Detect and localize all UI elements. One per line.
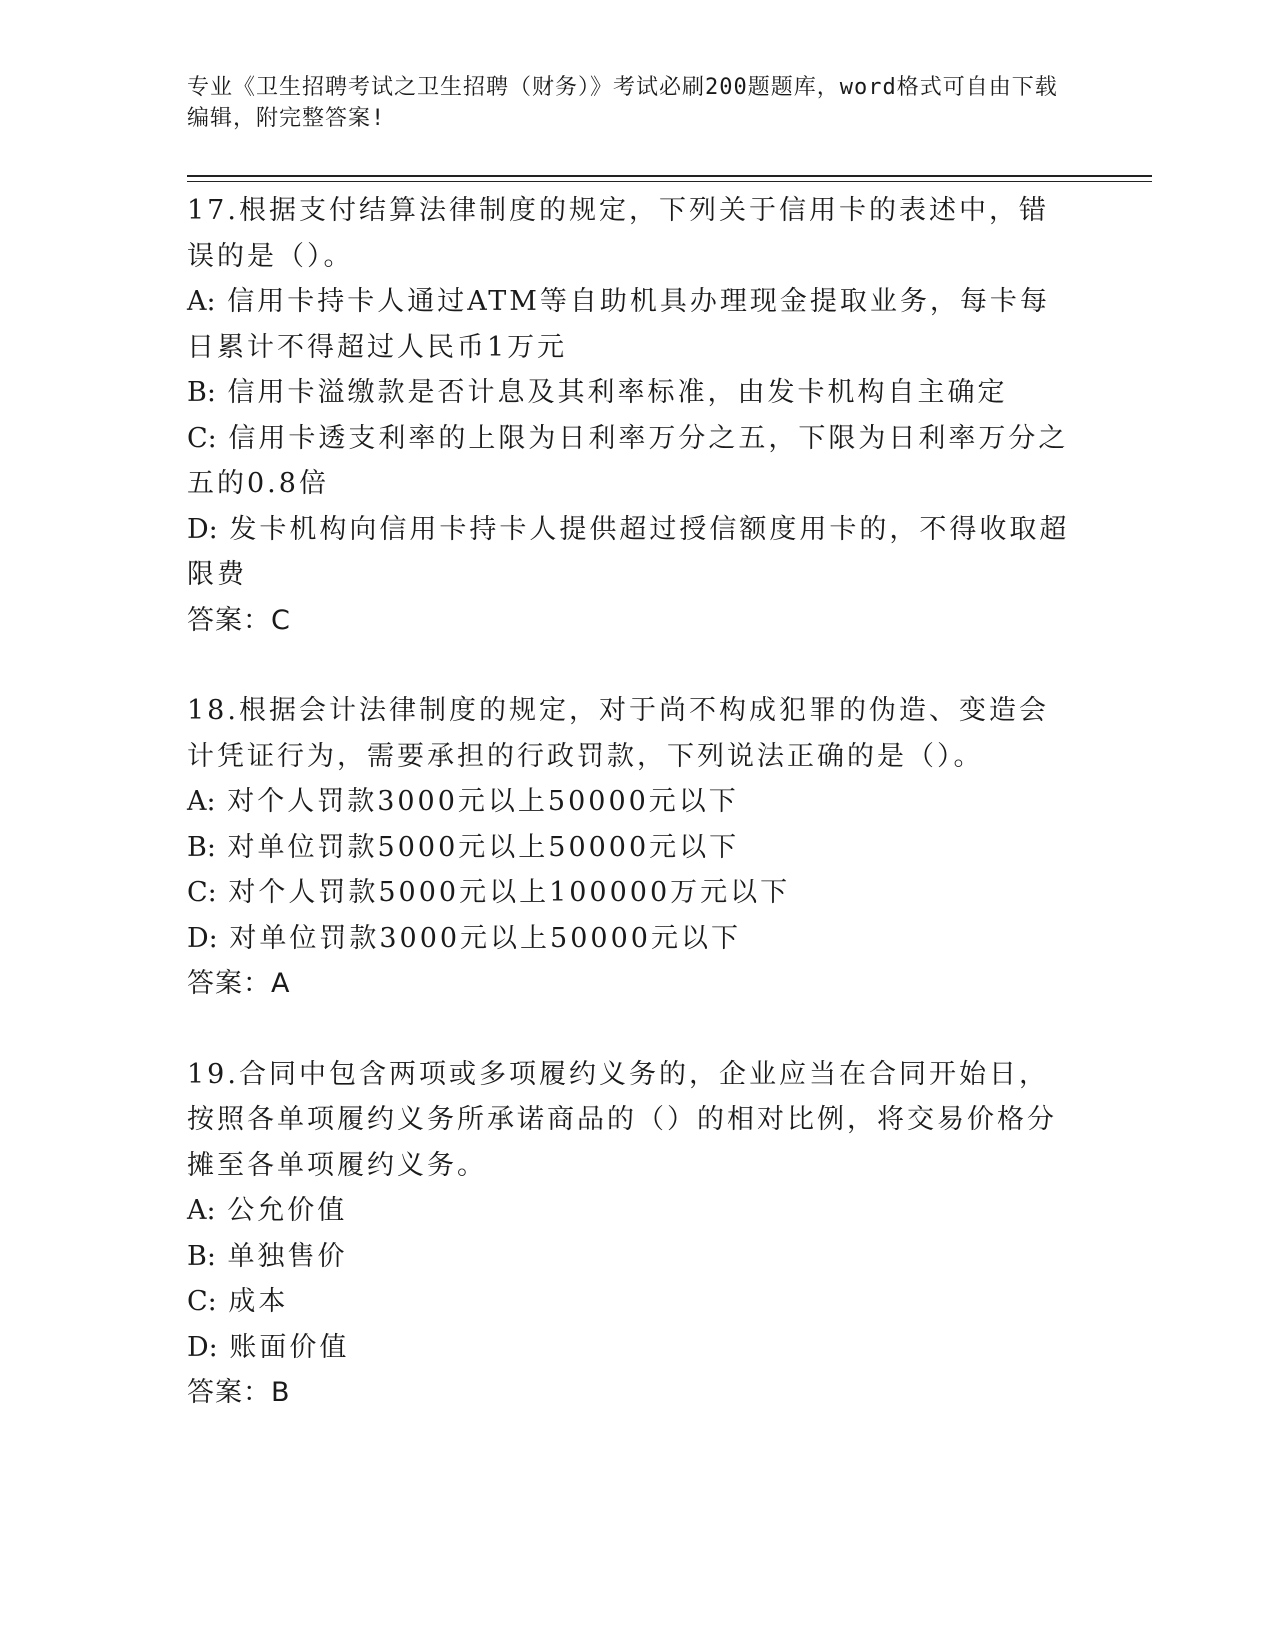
option-text: 信用卡透支利率的上限为日利率万分之五，下限为日利率万分之五的0.8倍 — [187, 422, 1069, 499]
answer-line: 答案：B — [187, 1377, 291, 1408]
option-text: 信用卡溢缴款是否计息及其利率标准，由发卡机构自主确定 — [227, 377, 1008, 408]
answer-line: 答案：C — [187, 604, 291, 636]
option-key: C: — [187, 1286, 217, 1317]
header-rule-thick — [187, 175, 1152, 177]
option-a — [187, 1188, 1077, 1234]
option-c — [187, 870, 1077, 916]
option-d — [187, 916, 1077, 962]
option-key: A: — [187, 1195, 216, 1226]
header-rule-thin — [187, 181, 1152, 182]
option-key: B: — [187, 377, 216, 408]
question-stem: 18.根据会计法律制度的规定，对于尚不构成犯罪的伪造、变造会计凭证行为，需要承担的行政罚款，下列说法正确的是（）。 — [187, 695, 1049, 772]
option-key: B: — [187, 831, 216, 863]
option-a — [187, 279, 1077, 370]
option-text: 发卡机构向信用卡持卡人提供超过授信额度用卡的，不得收取超限费 — [187, 513, 1070, 590]
question-stem: 19.合同中包含两项或多项履约义务的，企业应当在合同开始日，按照各单项履约义务所承诺商品的（）的相对比例，将交易价格分摊至各单项履约义务。 — [187, 1058, 1057, 1181]
option-c — [187, 1279, 1077, 1325]
option-key: A: — [187, 786, 216, 817]
question-18 — [187, 688, 1077, 1007]
option-text: 账面价值 — [229, 1331, 350, 1363]
option-text: 对单位罚款5000元以上50000元以下 — [227, 831, 740, 863]
option-key: D: — [187, 922, 218, 954]
option-text: 对个人罚款5000元以上100000万元以下 — [228, 877, 791, 908]
option-b — [187, 1234, 1077, 1280]
question-list — [187, 188, 1077, 1416]
option-text: 单独售价 — [227, 1240, 348, 1272]
option-key: D: — [187, 1331, 218, 1363]
document-header — [187, 72, 1067, 134]
option-c — [187, 416, 1077, 507]
option-text: 信用卡持卡人通过ATM等自助机具办理现金提取业务，每卡每日累计不得超过人民币1万元 — [187, 286, 1050, 363]
option-key: A: — [187, 286, 216, 317]
question-spacer — [187, 1007, 1077, 1052]
option-d — [187, 1325, 1077, 1371]
option-key: C: — [187, 877, 217, 908]
option-b — [187, 370, 1077, 416]
question-19 — [187, 1052, 1077, 1416]
option-key: C: — [187, 422, 217, 454]
answer-line: 答案：A — [187, 968, 291, 999]
option-text: 对个人罚款3000元以上50000元以下 — [227, 786, 739, 817]
header-text: 专业《卫生招聘考试之卫生招聘（财务）》考试必刷200题题库，word格式可自由下载编辑，附完整答案! — [187, 75, 1058, 131]
question-stem: 17.根据支付结算法律制度的规定，下列关于信用卡的表述中，错误的是（）。 — [187, 195, 1049, 272]
option-key: B: — [187, 1240, 216, 1272]
option-text: 公允价值 — [227, 1195, 348, 1226]
question-17 — [187, 188, 1077, 643]
option-b — [187, 825, 1077, 871]
option-text: 成本 — [228, 1286, 289, 1317]
option-key: D: — [187, 513, 218, 545]
question-spacer — [187, 643, 1077, 688]
option-text: 对单位罚款3000元以上50000元以下 — [229, 922, 741, 954]
option-d — [187, 507, 1077, 598]
option-a — [187, 779, 1077, 825]
